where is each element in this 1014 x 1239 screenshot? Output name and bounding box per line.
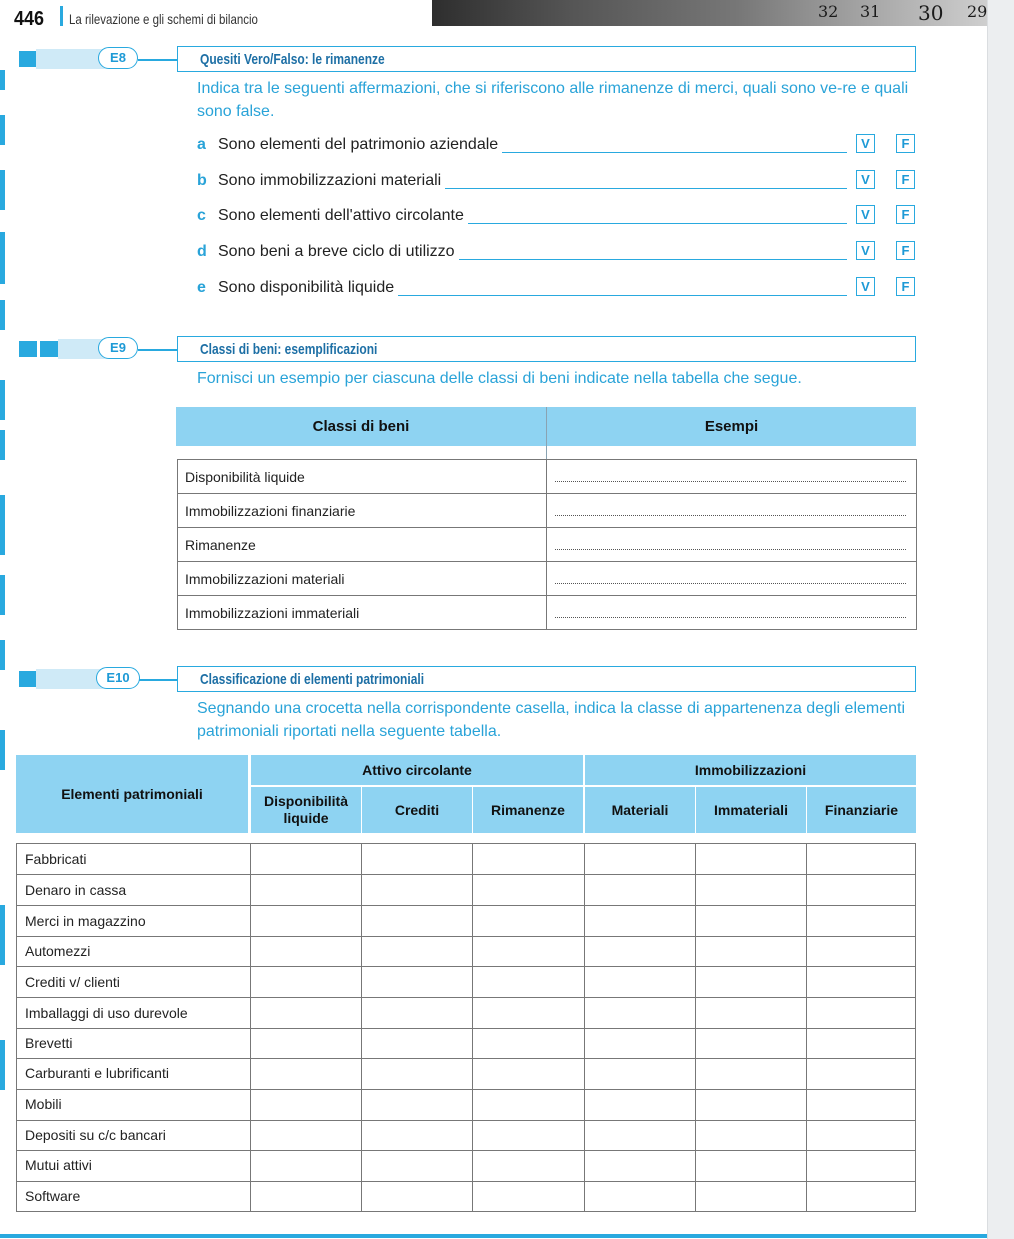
- element-label: Mutui attivi: [25, 1157, 92, 1173]
- table-row: [177, 459, 917, 494]
- grid-line: [16, 874, 916, 875]
- col-header-finanziarie: Finanziarie: [807, 787, 916, 833]
- statement-row: [197, 136, 917, 158]
- exercise-title: Quesiti Vero/Falso: le rimanenze: [200, 51, 385, 68]
- class-name: Rimanenze: [185, 537, 256, 553]
- statement-row: [197, 279, 917, 301]
- grid-line: [16, 843, 916, 844]
- exercise-title: Classificazione di elementi patrimoniali: [200, 671, 425, 688]
- grid-line: [806, 843, 807, 1212]
- photo-number: 30: [918, 1, 944, 25]
- example-answer-line[interactable]: [555, 617, 906, 618]
- element-label: Software: [25, 1188, 81, 1204]
- example-answer-line[interactable]: [555, 481, 906, 482]
- header-separator: [546, 407, 547, 459]
- element-label: Fabbricati: [25, 851, 87, 867]
- grid-line: [915, 843, 916, 1212]
- col-header-materiali: Materiali: [585, 787, 695, 833]
- exercise-badge: E9: [98, 337, 138, 359]
- row-header-elements: Elementi patrimoniali: [16, 755, 248, 833]
- grid-line: [16, 1089, 916, 1090]
- header-divider: [60, 6, 63, 26]
- photo-number: 32: [818, 2, 839, 21]
- grid-line: [16, 936, 916, 937]
- exercise-instruction: Indica tra le seguenti affermazioni, che si riferiscono alle rimanenze di merci, quali sono ve-re e quali sono false.: [197, 80, 909, 120]
- grid-line: [16, 1028, 916, 1029]
- statement-letter: d: [197, 243, 207, 260]
- difficulty-marker: [19, 51, 37, 67]
- class-name: Immobilizzazioni finanziarie: [185, 503, 356, 519]
- element-label: Automezzi: [25, 943, 91, 959]
- grid-line: [695, 843, 696, 1212]
- example-answer-line[interactable]: [555, 583, 906, 584]
- statement-text: Sono beni a breve ciclo di utilizzo: [218, 243, 459, 261]
- cell-divider: [546, 596, 547, 629]
- exercise-badge: E8: [98, 47, 138, 69]
- statement-letter: a: [197, 136, 206, 153]
- class-name: Immobilizzazioni immateriali: [185, 605, 360, 621]
- element-label: Mobili: [25, 1096, 62, 1112]
- statement-row: [197, 207, 917, 229]
- example-answer-line[interactable]: [555, 549, 906, 550]
- statement-row: [197, 243, 917, 265]
- class-name: Immobilizzazioni materiali: [185, 571, 345, 587]
- false-checkbox[interactable]: F: [896, 170, 915, 189]
- difficulty-marker: [40, 341, 58, 357]
- true-checkbox[interactable]: V: [856, 277, 875, 296]
- exercise-title: Classi di beni: esemplificazioni: [200, 341, 378, 358]
- true-checkbox[interactable]: V: [856, 170, 875, 189]
- statement-text: Sono immobilizzazioni materiali: [218, 172, 445, 190]
- element-label: Carburanti e lubrificanti: [25, 1065, 169, 1081]
- exercise-title-box: [177, 336, 916, 362]
- grid-line: [16, 1058, 916, 1059]
- grid-line: [361, 843, 362, 1212]
- col-header-rimanenze: Rimanenze: [473, 787, 583, 833]
- running-title: La rilevazione e gli schemi di bilancio: [69, 11, 258, 27]
- grid-line: [16, 1211, 916, 1212]
- difficulty-marker: [19, 671, 37, 687]
- photo-number: 31: [860, 2, 881, 21]
- connector-line: [138, 679, 178, 681]
- element-label: Crediti v/ clienti: [25, 974, 120, 990]
- element-label: Imballaggi di uso durevole: [25, 1005, 188, 1021]
- group-header-immobilizzazioni: Immobilizzazioni: [585, 755, 916, 785]
- element-label: Depositi su c/c bancari: [25, 1127, 166, 1143]
- grid-line: [584, 843, 585, 1212]
- true-checkbox[interactable]: V: [856, 134, 875, 153]
- cell-divider: [546, 528, 547, 561]
- column-header-classes: Classi di beni: [176, 407, 546, 446]
- connector-line: [138, 59, 178, 61]
- true-checkbox[interactable]: V: [856, 241, 875, 260]
- exercise-instruction: Segnando una crocetta nella corrispondente casella, indica la classe di appartenenza degli elementi patrimoniali riportati nella seguente tabella.: [197, 700, 906, 740]
- grid-line: [16, 905, 916, 906]
- statement-letter: c: [197, 207, 206, 224]
- cell-divider: [546, 562, 547, 595]
- page-number: 446: [14, 8, 45, 30]
- grid-line: [16, 1181, 916, 1182]
- true-checkbox[interactable]: V: [856, 205, 875, 224]
- table-row: [177, 595, 917, 630]
- page-bottom-rule: [0, 1234, 988, 1238]
- grid-line: [16, 966, 916, 967]
- exercise-badge: E10: [96, 667, 140, 689]
- element-label: Brevetti: [25, 1035, 73, 1051]
- table-row: [177, 493, 917, 528]
- column-header-examples: Esempi: [547, 407, 916, 446]
- statement-text: Sono disponibilità liquide: [218, 279, 398, 297]
- difficulty-marker: [19, 341, 37, 357]
- col-header-immateriali: Immateriali: [696, 787, 806, 833]
- left-edge-marks: [0, 0, 6, 1239]
- grid-line: [250, 843, 251, 1212]
- exercise-title-box: [177, 666, 916, 692]
- grid-line: [16, 997, 916, 998]
- group-header-attivo-circolante: Attivo circolante: [251, 755, 583, 785]
- class-name: Disponibilità liquide: [185, 469, 305, 485]
- false-checkbox[interactable]: F: [896, 205, 915, 224]
- element-label: Denaro in cassa: [25, 882, 127, 898]
- table-row: [177, 561, 917, 596]
- page-gutter: [987, 0, 1014, 1239]
- header-photo: [432, 0, 988, 26]
- grid-line: [472, 843, 473, 1212]
- grid-line: [16, 1150, 916, 1151]
- connector-line: [138, 349, 178, 351]
- statement-row: [197, 172, 917, 194]
- cell-divider: [546, 460, 547, 493]
- table-row: [177, 527, 917, 562]
- false-checkbox[interactable]: F: [896, 241, 915, 260]
- false-checkbox[interactable]: F: [896, 134, 915, 153]
- example-answer-line[interactable]: [555, 515, 906, 516]
- statement-text: Sono elementi dell'attivo circolante: [218, 207, 468, 225]
- grid-line: [16, 843, 17, 1212]
- cell-divider: [546, 494, 547, 527]
- photo-number: 29: [967, 2, 988, 21]
- col-header-disponibilita: Disponibilità liquide: [251, 787, 361, 833]
- statement-text: Sono elementi del patrimonio aziendale: [218, 136, 502, 154]
- false-checkbox[interactable]: F: [896, 277, 915, 296]
- col-header-crediti: Crediti: [362, 787, 472, 833]
- statement-letter: e: [197, 279, 206, 296]
- exercise-instruction: Fornisci un esempio per ciascuna delle classi di beni indicate nella tabella che segue.: [197, 370, 802, 387]
- exercise-title-box: [177, 46, 916, 72]
- element-label: Merci in magazzino: [25, 913, 146, 929]
- grid-line: [16, 1120, 916, 1121]
- statement-letter: b: [197, 172, 207, 189]
